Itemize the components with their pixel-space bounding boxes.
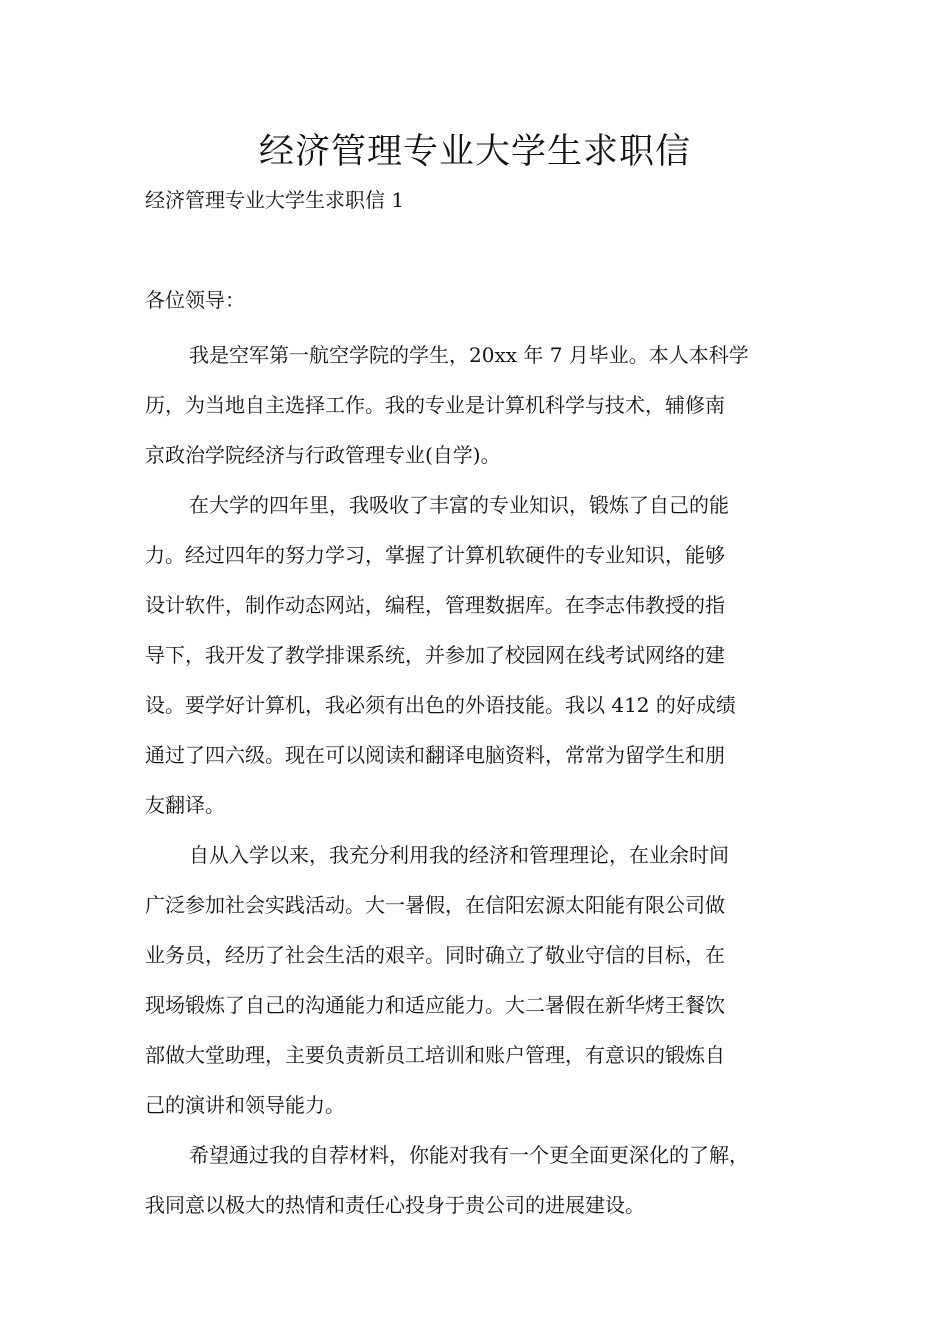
- text-line: 京政治学院经济与行政管理专业(自学)。: [145, 443, 501, 467]
- text-line: 历，为当地自主选择工作。我的专业是计算机科学与技术，辅修南: [145, 393, 725, 417]
- text-line: 导下，我开发了教学排课系统，并参加了校园网在线考试网络的建: [145, 643, 725, 667]
- text-line: 通过了四六级。现在可以阅读和翻译电脑资料，常常为留学生和朋: [145, 743, 725, 767]
- text-line: 设计软件，制作动态网站，编程，管理数据库。在李志伟教授的指: [145, 593, 725, 617]
- text-line: 业务员，经历了社会生活的艰辛。同时确立了敬业守信的目标，在: [145, 943, 725, 967]
- salutation: 各位领导：: [145, 288, 245, 312]
- paragraph: [145, 830, 810, 1130]
- paragraph: [145, 1130, 810, 1230]
- letter-body: [145, 330, 810, 1230]
- text-line: 部做大堂助理，主要负责新员工培训和账户管理，有意识的锻炼自: [145, 1043, 725, 1067]
- text-line: 我是空军第一航空学院的学生，20xx 年 7 月毕业。本人本科学: [189, 343, 749, 367]
- text-line: 己的演讲和领导能力。: [145, 1093, 345, 1117]
- text-line: 力。经过四年的努力学习，掌握了计算机软硬件的专业知识，能够: [145, 543, 725, 567]
- document-subtitle: 经济管理专业大学生求职信 1: [145, 188, 405, 212]
- text-line: 友翻译。: [145, 793, 225, 817]
- document-title: 经济管理专业大学生求职信: [258, 132, 691, 172]
- text-line: 现场锻炼了自己的沟通能力和适应能力。大二暑假在新华烤王餐饮: [145, 993, 725, 1017]
- paragraph: [145, 330, 810, 480]
- text-line: 广泛参加社会实践活动。大一暑假，在信阳宏源太阳能有限公司做: [145, 893, 725, 917]
- text-line: 希望通过我的自荐材料，你能对我有一个更全面更深化的了解，: [189, 1143, 749, 1167]
- text-line: 在大学的四年里，我吸收了丰富的专业知识，锻炼了自己的能: [189, 493, 729, 517]
- text-line: 设。要学好计算机，我必须有出色的外语技能。我以 412 的好成绩: [145, 693, 736, 717]
- paragraph: [145, 480, 810, 830]
- text-line: 我同意以极大的热情和责任心投身于贵公司的进展建设。: [145, 1193, 645, 1217]
- text-line: 自从入学以来，我充分利用我的经济和管理理论，在业余时间: [189, 843, 729, 867]
